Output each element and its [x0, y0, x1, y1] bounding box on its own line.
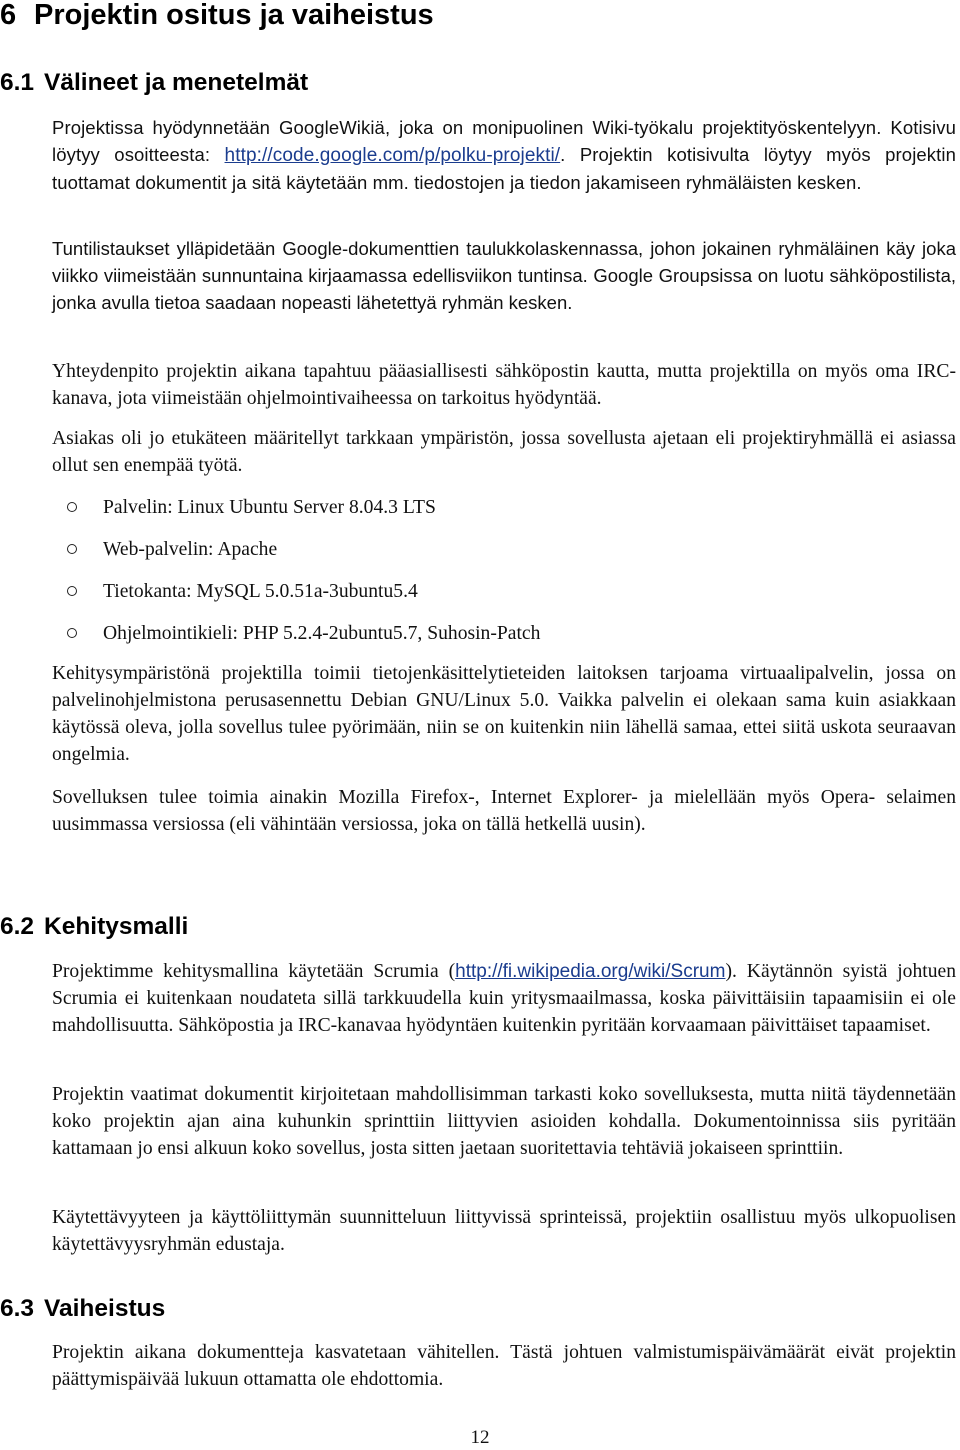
paragraph-timesheets: Tuntilistaukset ylläpidetään Google-dokumenttien taulukkolaskennassa, johon jokainen ryhmäläinen käy joka viikko viimeistään sunnuntaina kirjaamassa edellisviikon tuntinsa. Google Groupsissa on luotu sähköpostilista, jonka avulla tietoa saadaan nopeasti lähetettyä ryhmän kesken. — [52, 238, 956, 313]
paragraph-documents: Projektin vaatimat dokumentit kirjoitetaan mahdollisimman tarkasti koko sovelluksesta, mutta niitä täydennetään koko projektin ajan aina kuhunkin sprinttiin liittyvien asioiden kohdalla. Dokumentoinnissa siis pyritään kattamaan jo ensi alkuun koko sovellus, josta sitten jaetaan suoritettavia tehtäviä jokaiseen sprinttiin. — [52, 1084, 956, 1159]
circle-bullet-icon — [67, 544, 77, 554]
list-item-text: Web-palvelin: Apache — [103, 539, 278, 560]
section-6-2-heading — [0, 912, 188, 942]
page-number: 12 — [470, 1427, 490, 1448]
paragraph-text: ). Käytännön syistä johtuen Scrumia ei kuitenkaan noudateta sillä tarkkuudella kuin yritysmaailmassa, koska päivittäisiin tapaamisiin ei ole mahdollisuutta. Sähköpostia ja IRC-kanavaa hyödyntäen kuitenkin pyritään korvaamaan päivittäiset tapaamiset. — [52, 961, 956, 1036]
section-title: Välineet ja menetelmät — [44, 69, 309, 96]
circle-bullet-icon — [67, 586, 77, 596]
list-item-text: Tietokanta: MySQL 5.0.51a-3ubuntu5.4 — [103, 581, 418, 602]
list-item-text: Ohjelmointikieli: PHP 5.2.4-2ubuntu5.7, Suhosin-Patch — [103, 623, 541, 644]
section-title: Kehitysmalli — [44, 913, 189, 940]
paragraph-text: Projektimme kehitysmallina käytetään Scrumia ( — [52, 961, 456, 982]
section-number: 6.1 — [0, 69, 35, 96]
circle-bullet-icon — [67, 502, 77, 512]
link-project-homepage[interactable]: http://code.google.com/p/polku-projekti/ — [224, 145, 561, 166]
section-number: 6.2 — [0, 913, 35, 940]
section-number: 6.3 — [0, 1295, 35, 1322]
section-title: Vaiheistus — [44, 1295, 166, 1322]
paragraph-text: Projektissa hyödynnetään GoogleWikiä, joka on monipuolinen Wiki-työkalu projektityöskentelyyn. Kotisivu löytyy osoitteesta: — [52, 117, 956, 165]
paragraph-usability: Käytettävyyteen ja käyttöliittymän suunnitteluun liittyvissä sprinteissä, projektiin osallistuu myös ulkopuolisen käytettävyysryhmän edustaja. — [52, 1207, 956, 1255]
paragraph-phasing: Projektin aikana dokumentteja kasvatetaan vähitellen. Tästä johtuen valmistumispäivämäärät eivät projektin päättymispäivää lukuun ottamatta ole ehdottomia. — [52, 1342, 956, 1390]
chapter-number: 6 — [0, 0, 17, 31]
chapter-heading — [0, 0, 434, 32]
section-6-1-heading — [0, 68, 308, 98]
paragraph-environment: Asiakas oli jo etukäteen määritellyt tarkkaan ympäristön, jossa sovellusta ajetaan eli projektiryhmällä ei asiassa ollut sen enempää työtä. — [52, 428, 956, 476]
list-item — [0, 494, 700, 521]
paragraph-dev-environment: Kehitysympäristönä projektilla toimii tietojenkäsittelytieteiden laitoksen tarjoama virtuaalipalvelin, jossa on palvelinohjelmistona perusasennettu Debian GNU/Linux 5.0. Vaikka palvelin ei olekaan sama kuin asiakkaan käytössä oleva, jolla sovellus tulee pyörimään, niin se on kuitenkin niin lähellä samaa, ettei siitä uskota seuraavan ongelmia. — [52, 663, 956, 765]
chapter-title: Projektin ositus ja vaiheistus — [34, 0, 434, 31]
paragraph-text: . Projektin kotisivulta löytyy myös projektin tuottamat dokumentit ja sitä käytetään mm. tiedostojen ja tiedon jakamiseen ryhmäläisten kesken. — [52, 144, 956, 193]
list-item — [0, 578, 700, 605]
section-6-3-heading — [0, 1294, 165, 1324]
paragraph-browsers: Sovelluksen tulee toimia ainakin Mozilla Firefox-, Internet Explorer- ja mielellään myös Opera- selaimen uusimmassa versiossa (eli vähintään versiossa, joka on tällä hetkellä uusin). — [52, 787, 956, 835]
list-item — [0, 536, 700, 563]
link-scrum-wikipedia[interactable]: http://fi.wikipedia.org/wiki/Scrum — [455, 961, 726, 982]
paragraph-scrum — [52, 958, 956, 1039]
circle-bullet-icon — [67, 628, 77, 638]
paragraph-communication: Yhteydenpito projektin aikana tapahtuu pääasiallisesti sähköpostin kautta, mutta projektilla on myös oma IRC-kanava, jota viimeistään ohjelmointivaiheessa on tarkoitus hyödyntää. — [52, 361, 956, 409]
list-item-text: Palvelin: Linux Ubuntu Server 8.04.3 LTS — [103, 497, 436, 518]
paragraph-google-wiki — [52, 114, 956, 196]
list-item — [0, 620, 700, 647]
